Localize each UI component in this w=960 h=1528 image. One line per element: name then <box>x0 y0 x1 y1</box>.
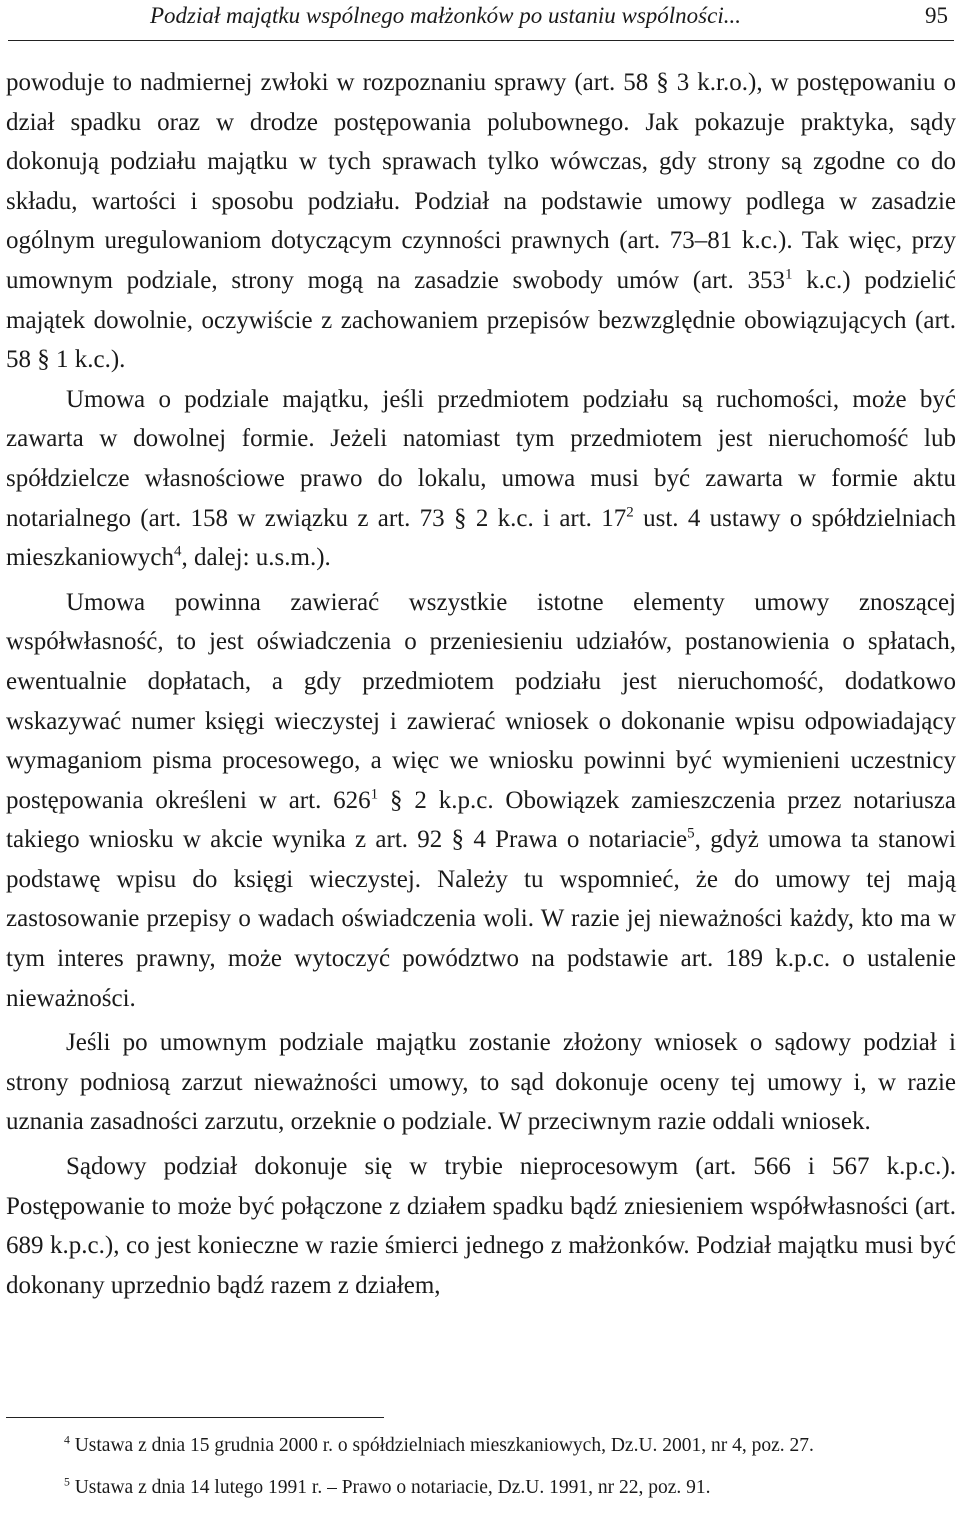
text-run: § 2 k.p.c. Obowiązek zamieszczenia przez notariusza takiego wniosku w akcie wynika z art. 92 § 4 Prawa o notariacie <box>6 786 956 854</box>
body-text <box>6 63 956 1305</box>
text-run: powoduje to nadmiernej zwłoki w rozpoznaniu sprawy (art. 58 § 3 k.r.o.), w postępowaniu o dział spadku oraz w drodze postępowania polubownego. Jak pokazuje praktyka, sądy dokonują podziału majątku w tych sprawach tylko wówczas, gdy strony są zgodne co do składu, wartości i sposobu podziału. Podział na podstawie umowy podlega w zasadzie ogólnym uregulowaniom dotyczącym czynności prawnych (art. 73–81 k.c.). Tak więc, przy umownym podziale, strony mogą na zasadzie swobody umów (art. 353 <box>6 69 956 294</box>
text-run: Jeśli po umownym podziale majątku zostanie złożony wniosek o sądowy podział i strony podniosą zarzut nieważności umowy, to sąd dokonuje oceny tej umowy i, w razie uznania zasadności zarzutu, orzeknie o podziale. W przeciwnym razie oddali wniosek. <box>6 1029 956 1136</box>
running-title: Podział majątku wspólnego małżonków po ustaniu wspólności... <box>150 3 741 28</box>
paragraph <box>6 583 956 1019</box>
header-divider <box>8 40 954 41</box>
footnote-text: Ustawa z dnia 14 lutego 1991 r. – Prawo o notariacie, Dz.U. 1991, nr 22, poz. 91. <box>74 1477 711 1498</box>
paragraph <box>6 1023 956 1142</box>
text-run: Umowa o podziale majątku, jeśli przedmiotem podziału są ruchomości, może być zawarta w dowolnej formie. Jeżeli natomiast tym przedmiotem jest nieruchomość lub spółdzielcze własnościowe prawo do lokalu, umowa musi być zawarta w formie aktu notarialnego (art. 158 w związku z art. 73 § 2 k.c. i art. 17 <box>6 385 956 532</box>
page-header <box>8 0 954 40</box>
footnote <box>6 1431 956 1461</box>
text-run: , dalej: u.s.m.). <box>181 544 331 572</box>
text-run: , gdyż umowa ta stanowi podstawę wpisu do księgi wieczystej. Należy tu wspomnieć, że do umowy tej mają zastosowanie przepisy o wadach oświadczenia woli. W razie jej nieważności każdy, kto ma w tym interes prawny, może wytoczyć powództwo na podstawie art. 189 k.p.c. o ustalenie nieważności. <box>6 826 957 1012</box>
page-number: 95 <box>925 3 948 28</box>
footnote-text: Ustawa z dnia 15 grudnia 2000 r. o spółdzielniach mieszkaniowych, Dz.U. 2001, nr 4, poz. 27. <box>74 1435 814 1456</box>
superscript-reference: 4 <box>174 543 182 560</box>
footnote-number: 4 <box>64 1433 70 1447</box>
footnotes <box>6 1431 956 1503</box>
superscript-reference: 5 <box>687 825 695 842</box>
text-run: k.c.) podzielić majątek dowolnie, oczywiście z zachowaniem przepisów bezwzględnie obowiązujących (art. 58 § 1 k.c.). <box>6 266 956 374</box>
footnote-divider <box>6 1417 384 1418</box>
footnote-number: 5 <box>64 1475 70 1489</box>
text-run: Sądowy podział dokonuje się w trybie nieprocesowym (art. 566 i 567 k.p.c.). Postępowanie to może być połączone z działem spadku bądź zniesieniem współwłasności (art. 689 k.p.c.), co jest konieczne w razie śmierci jednego z małżonków. Podział majątku musi być dokonany uprzednio bądź razem z działem, <box>6 1153 956 1299</box>
paragraph <box>6 63 956 380</box>
superscript-reference: 1 <box>784 266 793 283</box>
text-run: ust. 4 ustawy o spółdzielniach mieszkaniowych <box>6 504 957 572</box>
footnote <box>6 1473 956 1503</box>
paragraph <box>6 380 956 578</box>
paragraph <box>6 1147 956 1305</box>
superscript-reference: 1 <box>370 786 379 803</box>
text-run: Umowa powinna zawierać wszystkie istotne elementy umowy znoszącej współwłasność, to jest oświadczenia o przeniesieniu udziałów, postanowienia o spłatach, ewentualnie dopłatach, a gdy przedmiotem podziału jest nieruchomość, dodatkowo wskazywać numer księgi wieczystej i zawierać wniosek o dokonanie wpisu odpowiadający wymaganiom pisma procesowego, a więc we wniosku powinni być wymienieni uczestnicy postępowania określeni w art. 626 <box>6 588 956 814</box>
superscript-reference: 2 <box>626 504 634 521</box>
